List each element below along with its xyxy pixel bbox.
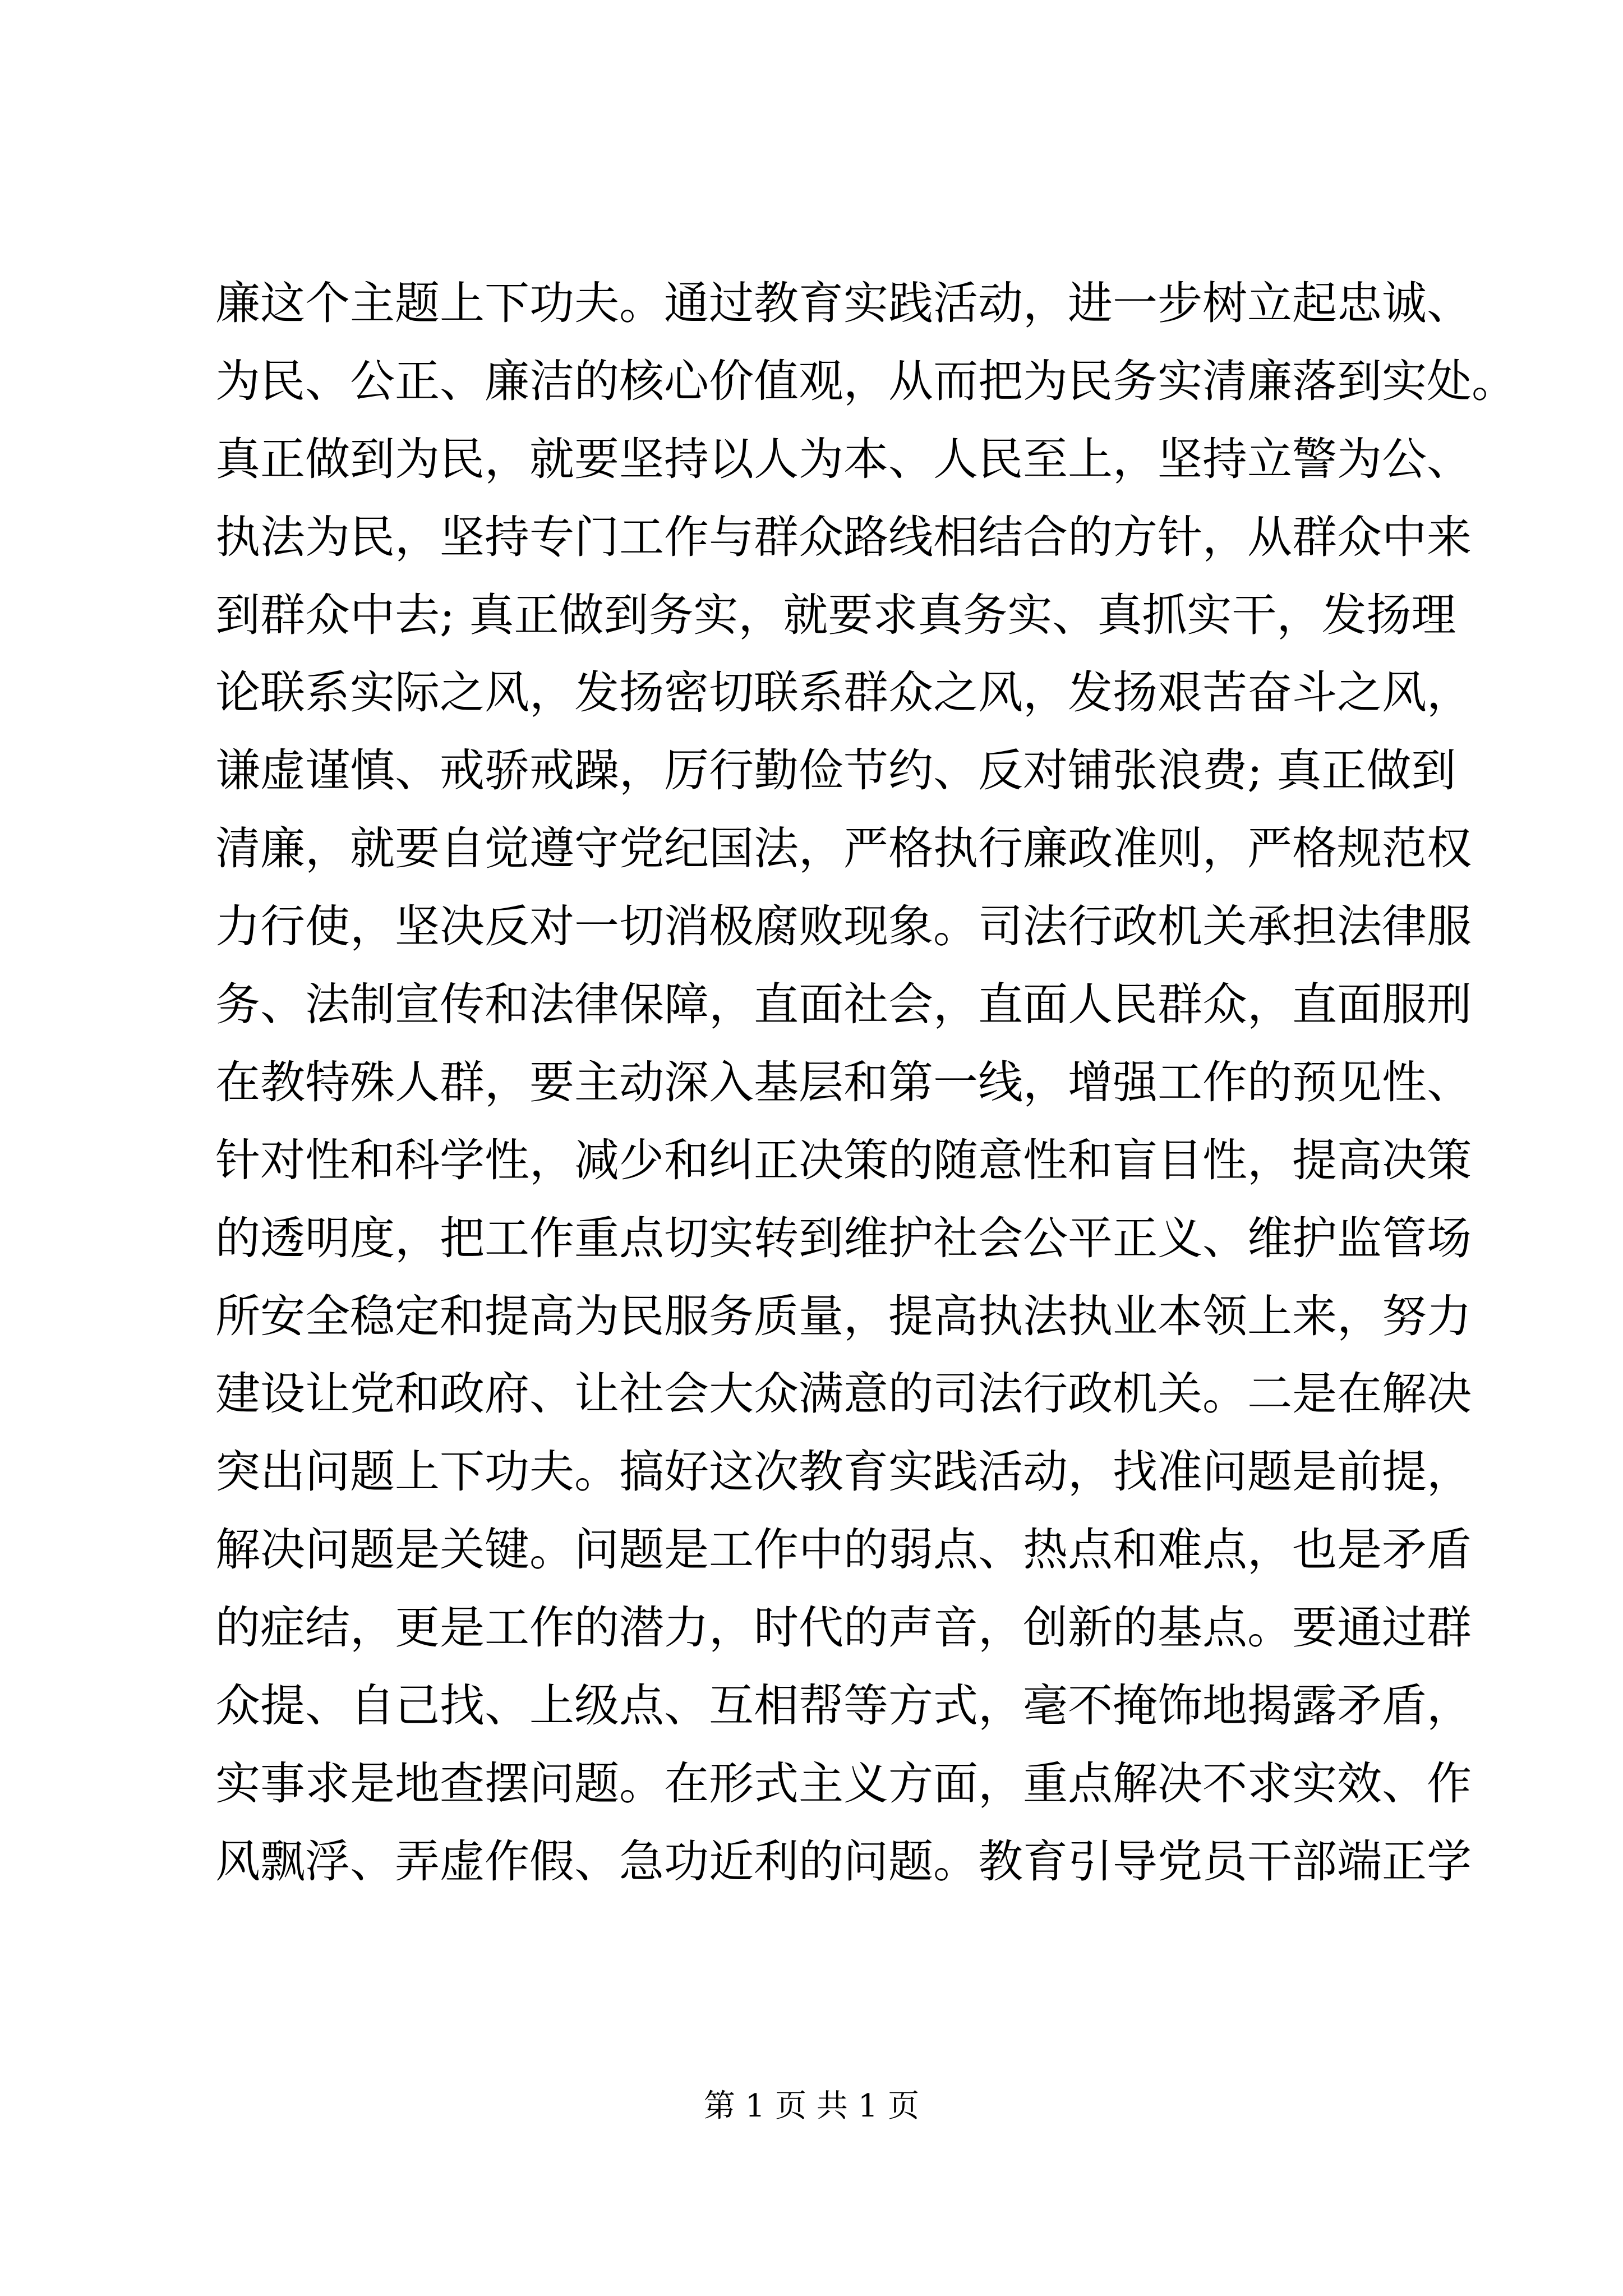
text-line: 的症结，更是工作的潜力，时代的声音，创新的基点。要通过群 (215, 1602, 1472, 1654)
text-line: 执法为民，坚持专门工作与群众路线相结合的方针，从群众中来 (215, 510, 1472, 563)
text-line: 为民、公正、廉洁的核心价值观，从而把为民务实清廉落到实处。 (215, 355, 1516, 407)
text-line: 解决问题是关键。问题是工作中的弱点、热点和难点，也是矛盾 (215, 1524, 1472, 1576)
text-line: 风飘浮、弄虚作假、急功近利的问题。教育引导党员干部端正学 (215, 1835, 1472, 1888)
text-line: 真正做到为民，就要坚持以人为本、人民至上，坚持立警为公、 (215, 432, 1472, 485)
text-line: 论联系实际之风，发扬密切联系群众之风，发扬艰苦奋斗之风， (215, 666, 1472, 719)
text-line: 到群众中去; 真正做到务实，就要求真务实、真抓实干，发扬理 (215, 588, 1456, 641)
text-line: 建设让党和政府、让社会大众满意的司法行政机关。二是在解决 (215, 1368, 1472, 1420)
body-text (215, 265, 1516, 1901)
text-line: 突出问题上下功夫。搞好这次教育实践活动，找准问题是前提， (215, 1446, 1472, 1498)
page-footer: 第 1 页 共 1 页 (703, 2088, 920, 2124)
text-line: 的透明度，把工作重点切实转到维护社会公平正义、维护监管场 (215, 1212, 1472, 1264)
text-line: 实事求是地查摆问题。在形式主义方面，重点解决不求实效、作 (215, 1757, 1472, 1810)
text-line: 谦虚谨慎、戒骄戒躁，厉行勤俭节约、反对铺张浪费; 真正做到 (215, 744, 1456, 797)
text-line: 清廉，就要自觉遵守党纪国法，严格执行廉政准则，严格规范权 (215, 822, 1472, 875)
text-line: 廉这个主题上下功夫。通过教育实践活动，进一步树立起忠诚、 (215, 277, 1472, 329)
text-line: 力行使，坚决反对一切消极腐败现象。司法行政机关承担法律服 (215, 900, 1472, 953)
text-line: 在教特殊人群，要主动深入基层和第一线，增强工作的预见性、 (215, 1056, 1472, 1108)
text-line: 针对性和科学性，减少和纠正决策的随意性和盲目性，提高决策 (215, 1134, 1472, 1186)
text-line: 务、法制宣传和法律保障，直面社会，直面人民群众，直面服刑 (215, 978, 1472, 1031)
text-line: 所安全稳定和提高为民服务质量，提高执法执业本领上来，努力 (215, 1290, 1472, 1342)
text-line: 众提、自己找、上级点、互相帮等方式，毫不掩饰地揭露矛盾， (215, 1680, 1472, 1732)
